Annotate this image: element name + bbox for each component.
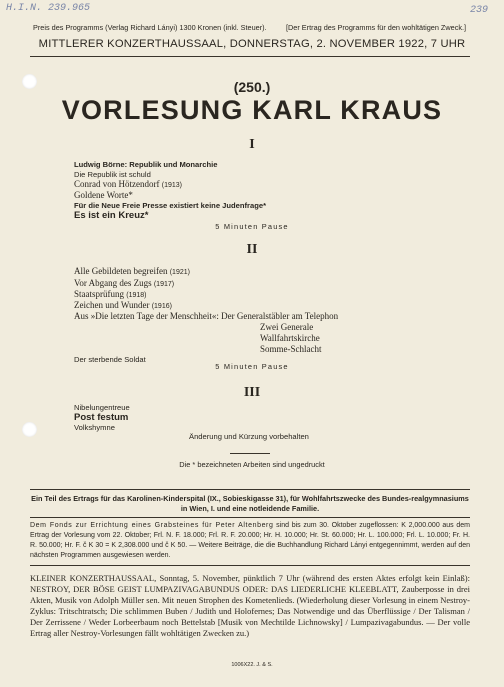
program-item: Der sterbende Soldat [74, 355, 146, 364]
charity-note: Ein Teil des Ertrags für das Karolinen-Kinderspital (IX., Sobieskigasse 31), für Wohlfahrtszwecke des Bundes-realgymnasiums in Wien, I. und eine notleidende Familie. [31, 494, 469, 513]
divider [30, 489, 470, 490]
program-item: Conrad von Hötzendorf (1913) [74, 179, 182, 189]
program-item: Ludwig Börne: Republik und Monarchie [74, 160, 218, 169]
program-item: Aus »Die letzten Tage der Menschheit«: Der Generalstäbler am Telephon [74, 311, 339, 321]
proceeds-note: [Der Ertrag des Programms für den wohltätigen Zweck.] [286, 23, 467, 32]
price-note: Preis des Programms (Verlag Richard Lányi) 1300 Kronen (inkl. Steuer). [33, 23, 267, 32]
program-item: Alle Gebildeten begreifen (1921) [74, 266, 190, 276]
divider [30, 565, 470, 566]
program-item: Vor Abgang des Zugs (1917) [74, 278, 175, 288]
program-item: Nibelungentreue [74, 403, 130, 412]
program-item: Wallfahrtskirche [260, 333, 320, 343]
part-numeral: I [249, 137, 255, 152]
reading-number: (250.) [233, 79, 271, 95]
program-item: Zeichen und Wunder (1916) [74, 300, 172, 310]
divider [30, 56, 470, 57]
fund-note: Dem Fonds zur Errichtung eines Grabsteines für Peter Altenberg sind bis zum 30. Oktober zugeflossen: K 2,000.000 aus dem Ertrag der Vorlesung vom 22. Oktober; Frl. N. F. 18.000; Frl. R. F. 20.000; Hr. H. 10.000; Hr. St. 60.000; Hr. L. 100.000; Frl. L. 10.000; Fr. H. R. 50.000; Hr. F. č K 30 = K 2,308.000 und č K 50. — Weitere Beiträge, die die Buchhandlung Richard Lányi entgegennimmt, werden auf den nächsten Programmen ausgewiesen werden. [30, 522, 470, 559]
reservation-note: Änderung und Kürzung vorbehalten [189, 432, 309, 441]
intermission-note: 5 Minuten Pause [215, 362, 289, 371]
program-item: Somme-Schlacht [260, 344, 322, 354]
program-item: Staatsprüfung (1918) [74, 289, 147, 299]
venue-line: MITTLERER KONZERTHAUSSAAL, DONNERSTAG, 2. NOVEMBER 1922, 7 UHR [38, 38, 466, 50]
program-item: Goldene Worte* [74, 190, 133, 200]
page-title: VORLESUNG KARL KRAUS [61, 95, 443, 125]
printer-mark: 1006X22. J. & S. [231, 662, 273, 668]
program-item: Für die Neue Freie Presse existiert keine Judenfrage* [74, 201, 267, 210]
closing-announcement: KLEINER KONZERTHAUSSAAL, Sonntag, 5. November, pünktlich 7 Uhr (während des ersten Aktes erfolgt kein Einlaß): NESTROY, DER BÖSE GEIST LUMPAZIVAGABUNDUS ODER: DAS LIEDERLICHE KLEEBLATT, Zauberposse in drei Akten, Musik von Adolph Müller sen. Mit neuen Strophen des Kometenlieds. (Wiederholung dieser Vorlesung in einem Nestroy-Zyklus: Tritschtratsch; Die schlimmen Buben / Judith und Holofernes; Das Notwendige und das Überflüssige / Der Talisman / Der Zerrissene / Weder Lorbeerbaum noch Bettelstab [Musik von Mechtilde Lichnowsky] / Lumpazivagabundus. — Der volle Ertrag aller Nestroy-Vorlesungen fällt wohltätigen Zwecken zu.) [30, 573, 470, 638]
program-item: Zwei Generale [260, 322, 314, 332]
program-item: Volkshymne [74, 423, 115, 432]
divider [30, 517, 470, 518]
footnote: Die * bezeichneten Arbeiten sind ungedruckt [179, 460, 325, 469]
divider [230, 453, 270, 454]
page-mark: 239 [470, 5, 489, 16]
punch-hole [22, 422, 37, 437]
program-item: Es ist ein Kreuz* [74, 210, 149, 221]
intermission-note: 5 Minuten Pause [215, 222, 289, 231]
program-item: Die Republik ist schuld [74, 170, 151, 179]
part-numeral: III [243, 385, 261, 400]
program-item: Post festum [74, 412, 129, 423]
archive-mark: H.I.N. 239.965 [6, 3, 91, 14]
part-numeral: II [246, 242, 258, 257]
